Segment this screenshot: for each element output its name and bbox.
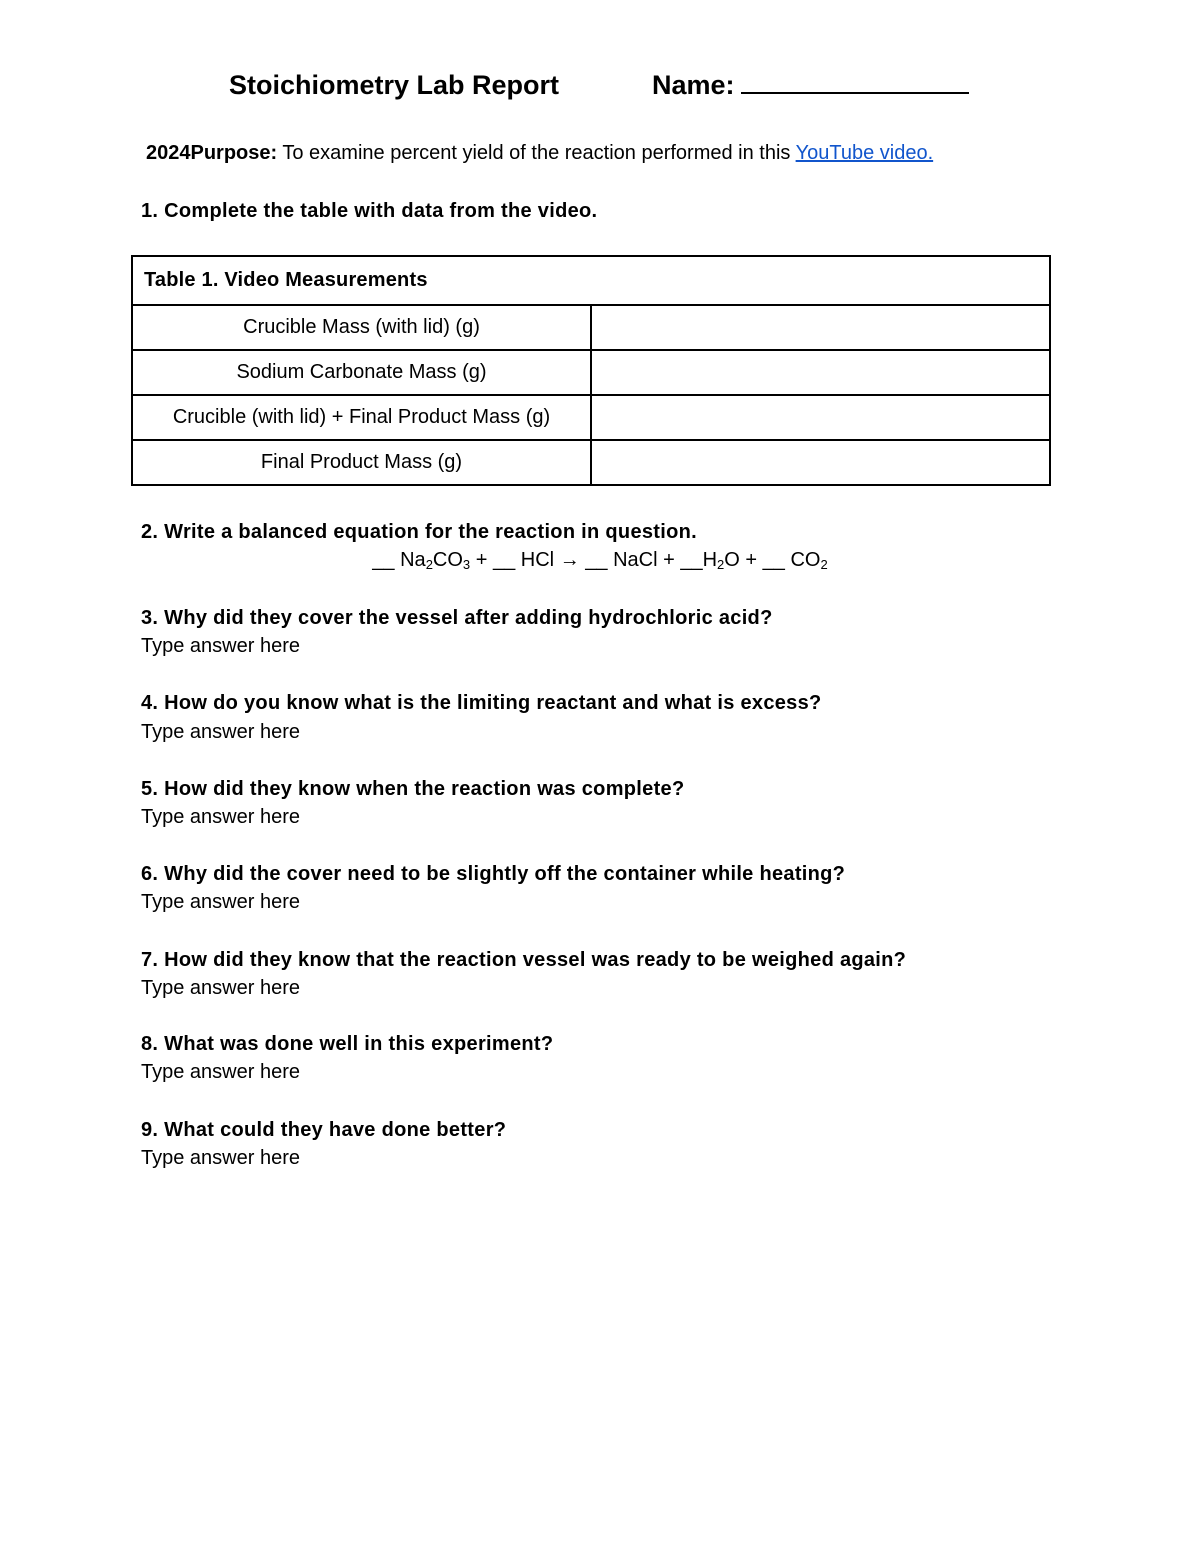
question-5-heading: 5. How did they know when the reaction was complete? (141, 778, 685, 800)
crucible-mass-cell[interactable] (591, 305, 1050, 350)
final-product-mass-cell[interactable] (591, 440, 1050, 485)
coefficient-blank[interactable]: __ (680, 549, 703, 571)
crucible-plus-product-mass-cell[interactable] (591, 395, 1050, 440)
answer-9-field[interactable]: Type answer here (141, 1147, 300, 1169)
coefficient-blank[interactable]: __ (762, 549, 785, 571)
plus-sign: + (745, 549, 758, 571)
table-row (132, 440, 1050, 485)
reaction-arrow: → (559, 549, 580, 571)
answer-7-field[interactable]: Type answer here (141, 977, 300, 999)
row-label: Sodium Carbonate Mass (g) (132, 350, 591, 395)
purpose-label: 2024Purpose: (146, 142, 278, 164)
question-3-heading: 3. Why did they cover the vessel after adding hydrochloric acid? (141, 607, 773, 629)
sodium-carbonate-mass-cell[interactable] (591, 350, 1050, 395)
page-title: Stoichiometry Lab Report (229, 70, 560, 100)
youtube-video-link[interactable]: YouTube video. (795, 142, 934, 164)
question-7-heading: 7. How did they know that the reaction vessel was ready to be weighed again? (141, 949, 907, 971)
formula-na2co3: $Na_2CO_3$ (400, 549, 471, 572)
name-blank-line[interactable] (741, 92, 969, 94)
video-measurements-table (131, 255, 1051, 486)
answer-4-field[interactable]: Type answer here (141, 721, 300, 743)
answer-3-field[interactable]: Type answer here (141, 635, 300, 657)
question-1-heading: 1. Complete the table with data from the video. (141, 200, 598, 222)
question-4-heading: 4. How do you know what is the limiting reactant and what is excess? (141, 692, 822, 714)
formula-hcl: HCl (520, 549, 555, 571)
question-6-heading: 6. Why did the cover need to be slightly off the container while heating? (141, 863, 846, 885)
answer-6-field[interactable]: Type answer here (141, 891, 300, 913)
chemical-equation (0, 549, 1200, 572)
row-label: Final Product Mass (g) (132, 440, 591, 485)
title-row (0, 70, 1200, 106)
answer-8-field[interactable]: Type answer here (141, 1061, 300, 1083)
formula-h2o: $H_2O$ (702, 549, 740, 572)
row-label: Crucible Mass (with lid) (g) (132, 305, 591, 350)
row-label: Crucible (with lid) + Final Product Mass (g) (132, 395, 591, 440)
question-2-heading: 2. Write a balanced equation for the reaction in question. (141, 521, 698, 543)
name-label: Name: (652, 70, 735, 100)
formula-co2: $CO_2$ (790, 549, 828, 572)
table-row (132, 305, 1050, 350)
plus-sign: + (663, 549, 675, 571)
name-field[interactable] (652, 70, 969, 101)
coefficient-blank[interactable]: __ (585, 549, 608, 571)
answer-5-field[interactable]: Type answer here (141, 806, 300, 828)
coefficient-blank[interactable]: __ (492, 549, 516, 571)
purpose-line (146, 142, 933, 165)
question-8-heading: 8. What was done well in this experiment? (141, 1033, 554, 1055)
plus-sign: + (475, 549, 488, 571)
formula-nacl: NaCl (613, 549, 658, 571)
table-caption: Table 1. Video Measurements (132, 256, 1050, 305)
coefficient-blank[interactable]: __ (372, 549, 395, 571)
question-9-heading: 9. What could they have done better? (141, 1119, 507, 1141)
table-row (132, 350, 1050, 395)
purpose-text: To examine percent yield of the reaction performed in this (277, 142, 796, 164)
table-row (132, 395, 1050, 440)
